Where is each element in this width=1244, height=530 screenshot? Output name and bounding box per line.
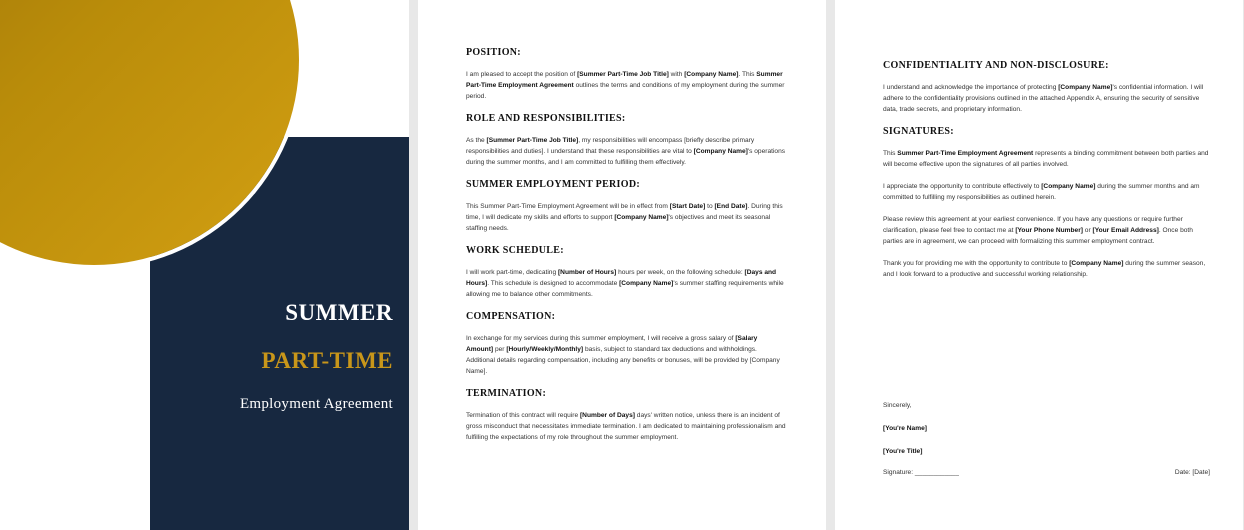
section-heading-signatures: SIGNATURES:	[883, 126, 954, 137]
signature-row	[883, 469, 1210, 476]
closing-name: [You're Name]	[883, 425, 927, 432]
page-content	[466, 47, 786, 454]
section-heading-role: ROLE AND RESPONSIBILITIES:	[466, 113, 626, 124]
signatures-paragraph-2: I appreciate the opportunity to contribute effectively to [Company Name] during the summer months and am committed to fulfilling my responsibilities as outlined herein.	[883, 183, 1200, 201]
section-heading-compensation: COMPENSATION:	[466, 311, 556, 322]
signature-field: Signature: ____________	[883, 469, 959, 476]
section-heading-period: SUMMER EMPLOYMENT PERIOD:	[466, 179, 640, 190]
section-heading-confidentiality: CONFIDENTIALITY AND NON-DISCLOSURE:	[883, 60, 1109, 71]
section-heading-position: POSITION:	[466, 47, 521, 58]
date-field: Date: [Date]	[1174, 469, 1210, 476]
cover-page	[0, 0, 409, 530]
agreement-page-2	[835, 0, 1243, 530]
period-paragraph: This Summer Part-Time Employment Agreement will be in effect from [Start Date] to [End Date]. During this time, I will dedicate my skills and efforts to support [Company Name]'s objectives and meet its seasonal staffing needs.	[466, 203, 783, 232]
section-heading-termination: TERMINATION:	[466, 388, 547, 399]
termination-paragraph: Termination of this contract will require [Number of Days] days' written notice, unless there is an incident of gross misconduct that necessitates immediate termination. I am dedicated to maintaining professionalism and fulfilling the expectations of my role throughout the summer employment.	[466, 412, 786, 441]
signatures-paragraph-3: Please review this agreement at your earliest convenience. If you have any questions or require further clarification, please feel free to contact me at [Your Phone Number] or [Your Email Address]. Once both parties are in agreement, we can proceed with formalizing this summer employment contract.	[883, 216, 1193, 245]
cover-subtitle: Employment Agreement	[239, 396, 393, 412]
compensation-paragraph: In exchange for my services during this summer employment, I will receive a gross salary of [Salary Amount] per [Hourly/Weekly/Monthly] basis, subject to standard tax deductions and withholdings. Additional details regarding compensation, including any benefits or bonuses, will be provided by [Company Name].	[466, 335, 780, 375]
section-heading-schedule: WORK SCHEDULE:	[466, 245, 564, 256]
cover-title-summer: SUMMER	[285, 300, 393, 325]
schedule-paragraph: I will work part-time, dedicating [Number of Hours] hours per week, on the following schedule: [Days and Hours]. This schedule is designed to accommodate [Company Name]'s summer staffing requirements while allowing me to balance other commitments.	[466, 269, 784, 298]
signatures-paragraph-4: Thank you for providing me with the opportunity to contribute to [Company Name] during the summer season, and I look forward to a productive and successful working relationship.	[883, 260, 1206, 278]
agreement-page-1	[418, 0, 826, 530]
confidentiality-paragraph: I understand and acknowledge the importance of protecting [Company Name]'s confidential information. I will adhere to the confidentiality provisions outlined in the attached Appendix A, ensuring the security of sensitive data, trade secrets, and proprietary information.	[883, 84, 1204, 113]
signatures-paragraph-1: This Summer Part-Time Employment Agreement represents a binding commitment between both parties and will become effective upon the signatures of all parties involved.	[883, 150, 1209, 168]
cover-title-part-time: PART-TIME	[261, 348, 393, 373]
closing-block	[883, 400, 1210, 476]
closing-sincerely: Sincerely,	[883, 402, 912, 409]
page-content	[883, 60, 1210, 291]
position-paragraph: I am pleased to accept the position of [Summer Part-Time Job Title] with [Company Name]. This Summer Part-Time Employment Agreement outlines the terms and conditions of my employment during the summer period.	[466, 71, 785, 100]
closing-title: [You're Title]	[883, 448, 923, 455]
role-paragraph: As the [Summer Part-Time Job Title], my responsibilities will encompass [briefly describe primary responsibilities and duties]. I understand that these responsibilities are vital to [Company Name]'s operations during the summer months, and I am committed to fulfilling them effectively.	[466, 137, 786, 166]
